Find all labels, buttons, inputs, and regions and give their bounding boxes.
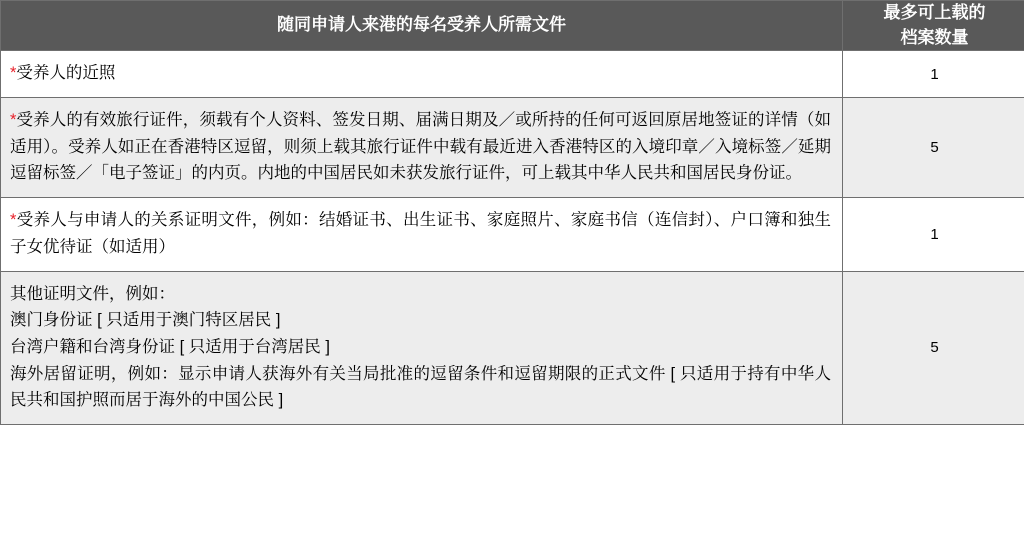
max-files-cell: 1 <box>843 198 1024 271</box>
document-requirement-text: 受养人与申请人的关系证明文件，例如：结婚证书、出生证书、家庭照片、家庭书信（连信封）、户口簿和独生子女优待证（如适用） <box>10 211 831 256</box>
required-asterisk: * <box>10 64 17 83</box>
table-body <box>1 51 1024 425</box>
document-requirement-line: 海外居留证明，例如：显示申请人获海外有关当局批准的逗留条件和逗留期限的正式文件 [ 只适用于持有中华人民共和国护照而居于海外的中国公民 ] <box>10 364 831 410</box>
document-requirement-cell <box>1 51 843 98</box>
max-files-cell: 1 <box>843 51 1024 98</box>
document-requirement-cell <box>1 198 843 271</box>
column-header-max-files-line2: 档案数量 <box>900 27 969 47</box>
table-row <box>1 198 1024 271</box>
table-header-row <box>1 1 1024 51</box>
document-requirement-line: 澳门身份证 [ 只适用于澳门特区居民 ] <box>10 311 281 330</box>
document-requirement-line: 台湾户籍和台湾身份证 [ 只适用于台湾居民 ] <box>10 338 330 357</box>
document-requirement-text: 受养人的近照 <box>16 64 116 83</box>
table-header <box>1 1 1024 51</box>
required-asterisk: * <box>10 111 17 129</box>
table-row <box>1 51 1024 98</box>
table-row <box>1 98 1024 198</box>
document-requirement-text: 受养人的有效旅行证件，须载有个人资料、签发日期、届满日期及／或所持的任何可返回原居地签证的详情（如适用）。受养人如正在香港特区逗留，则须上载其旅行证件中载有最近进入香港特区的入境印章／入境标签／延期逗留标签／「电子签证」的内页。内地的中国居民如未获发旅行证件，可上载其中华人民共和国居民身份证。 <box>10 111 831 183</box>
table-row <box>1 271 1024 425</box>
max-files-cell: 5 <box>843 98 1024 198</box>
max-files-cell: 5 <box>843 271 1024 425</box>
document-requirement-line: 其他证明文件，例如： <box>10 284 175 303</box>
document-requirement-cell <box>1 98 843 198</box>
column-header-documents: 随同申请人来港的每名受养人所需文件 <box>1 1 843 51</box>
column-header-max-files-line1: 最多可上载的 <box>883 3 986 22</box>
column-header-max-files <box>843 1 1024 51</box>
document-requirement-cell <box>1 271 843 425</box>
required-asterisk: * <box>10 211 17 230</box>
